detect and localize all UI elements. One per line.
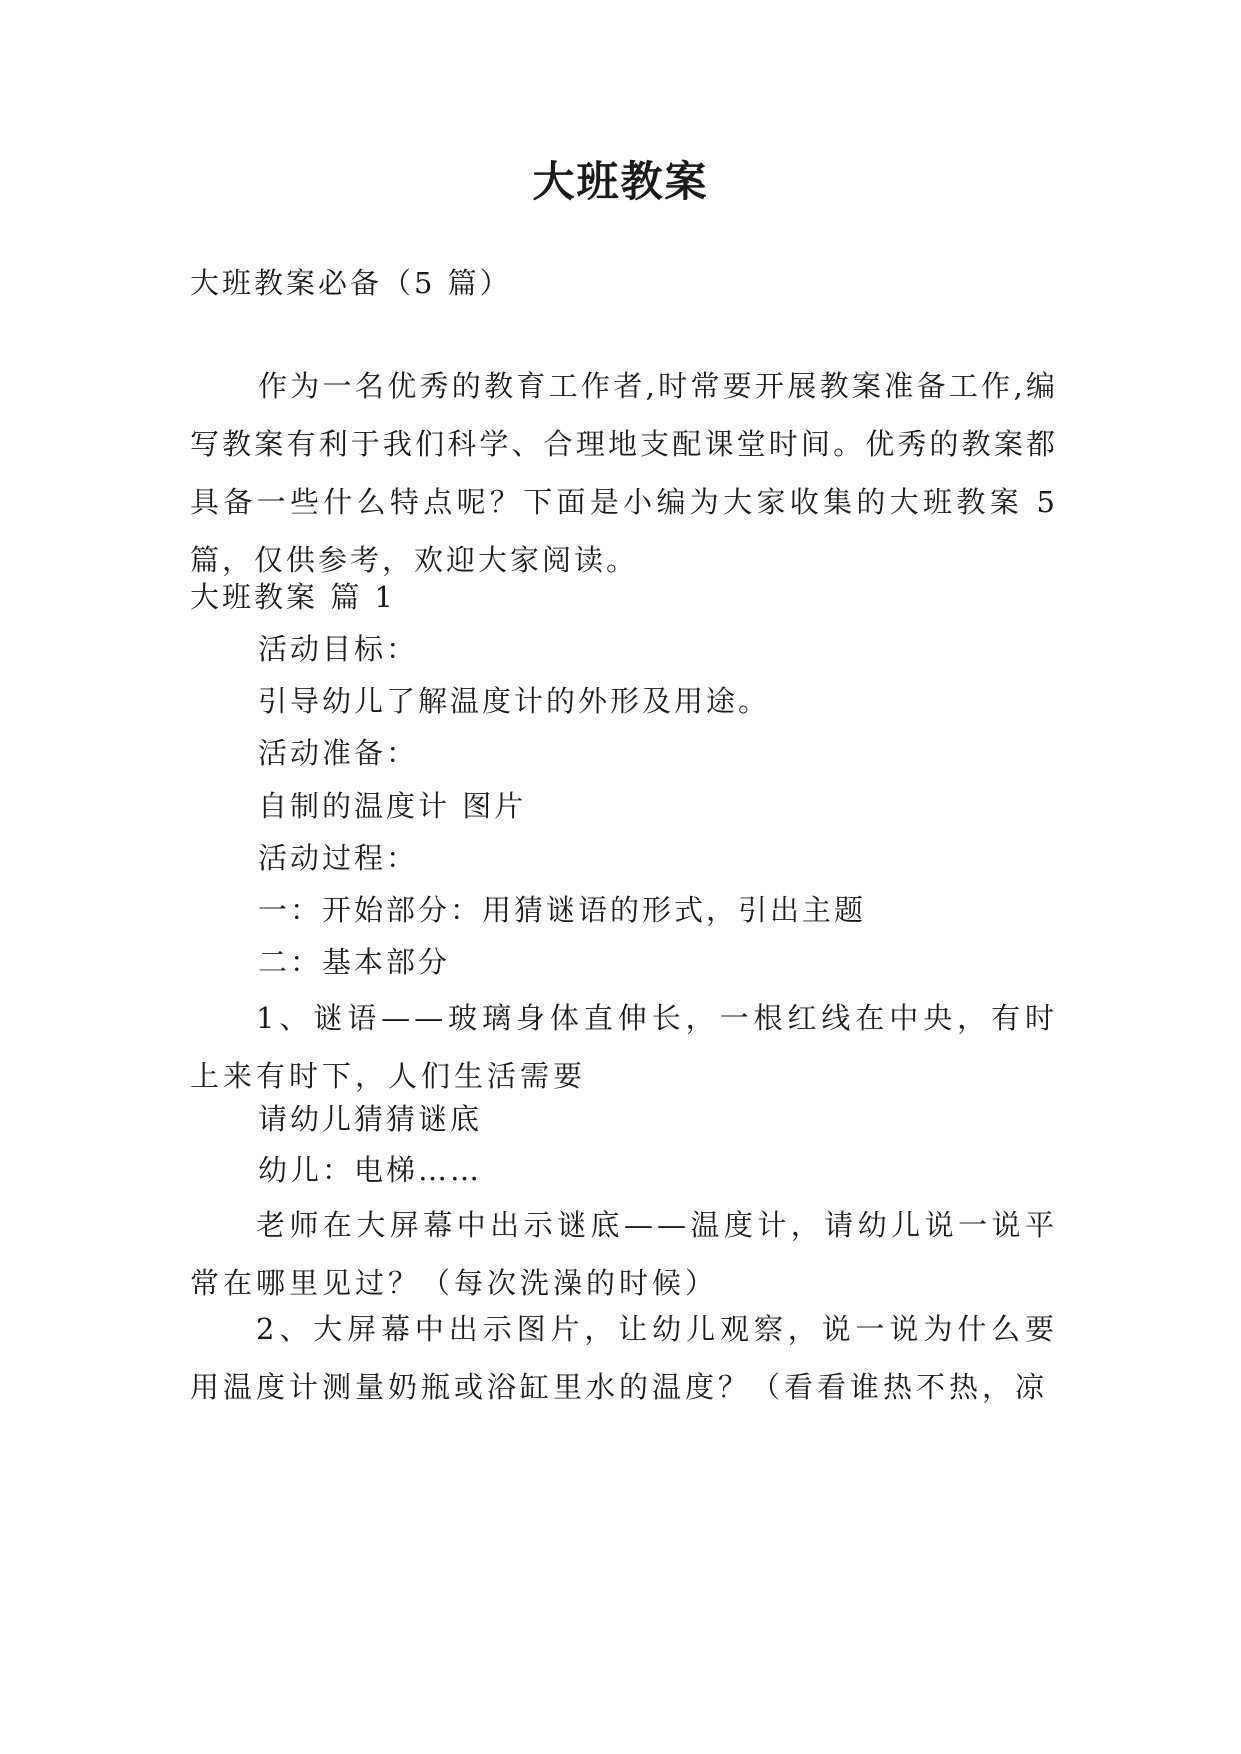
guess-line: 请幼儿猜猜谜底 [258, 1102, 483, 1136]
teacher-paragraph: 老师在大屏幕中出示谜底——温度计，请幼儿说一说平常在哪里见过？（每次洗澡的时候） [190, 1208, 1058, 1300]
section-heading: 大班教案 篇 1 [190, 580, 396, 614]
activity-prep-text: 自制的温度计 图片 [258, 789, 527, 823]
screen-paragraph: 2、大屏幕中出示图片，让幼儿观察，说一说为什么要用温度计测量奶瓶或浴缸里水的温度？（看看谁热不热，凉 [190, 1312, 1058, 1404]
activity-goal-label: 活动目标： [258, 632, 419, 666]
activity-goal-text: 引导幼儿了解温度计的外形及用途。 [258, 684, 771, 718]
document-title: 大班教案 [532, 157, 709, 206]
activity-prep-label: 活动准备： [258, 736, 419, 770]
document-subtitle: 大班教案必备（5 篇） [190, 266, 512, 300]
riddle-paragraph: 1、谜语——玻璃身体直伸长，一根红线在中央，有时上来有时下，人们生活需要 [190, 1001, 1058, 1093]
intro-paragraph: 作为一名优秀的教育工作者,时常要开展教案准备工作,编写教案有利于我们科学、合理地支配课堂时间。优秀的教案都具备一些什么特点呢？下面是小编为大家收集的大班教案 5 篇，仅供参考，欢迎大家阅读。 [190, 369, 1058, 577]
process-step-one: 一：开始部分：用猜谜语的形式，引出主题 [258, 893, 867, 927]
child-answer-line: 幼儿：电梯…… [258, 1153, 483, 1187]
process-step-two: 二：基本部分 [258, 945, 451, 979]
activity-process-label: 活动过程： [258, 841, 419, 875]
